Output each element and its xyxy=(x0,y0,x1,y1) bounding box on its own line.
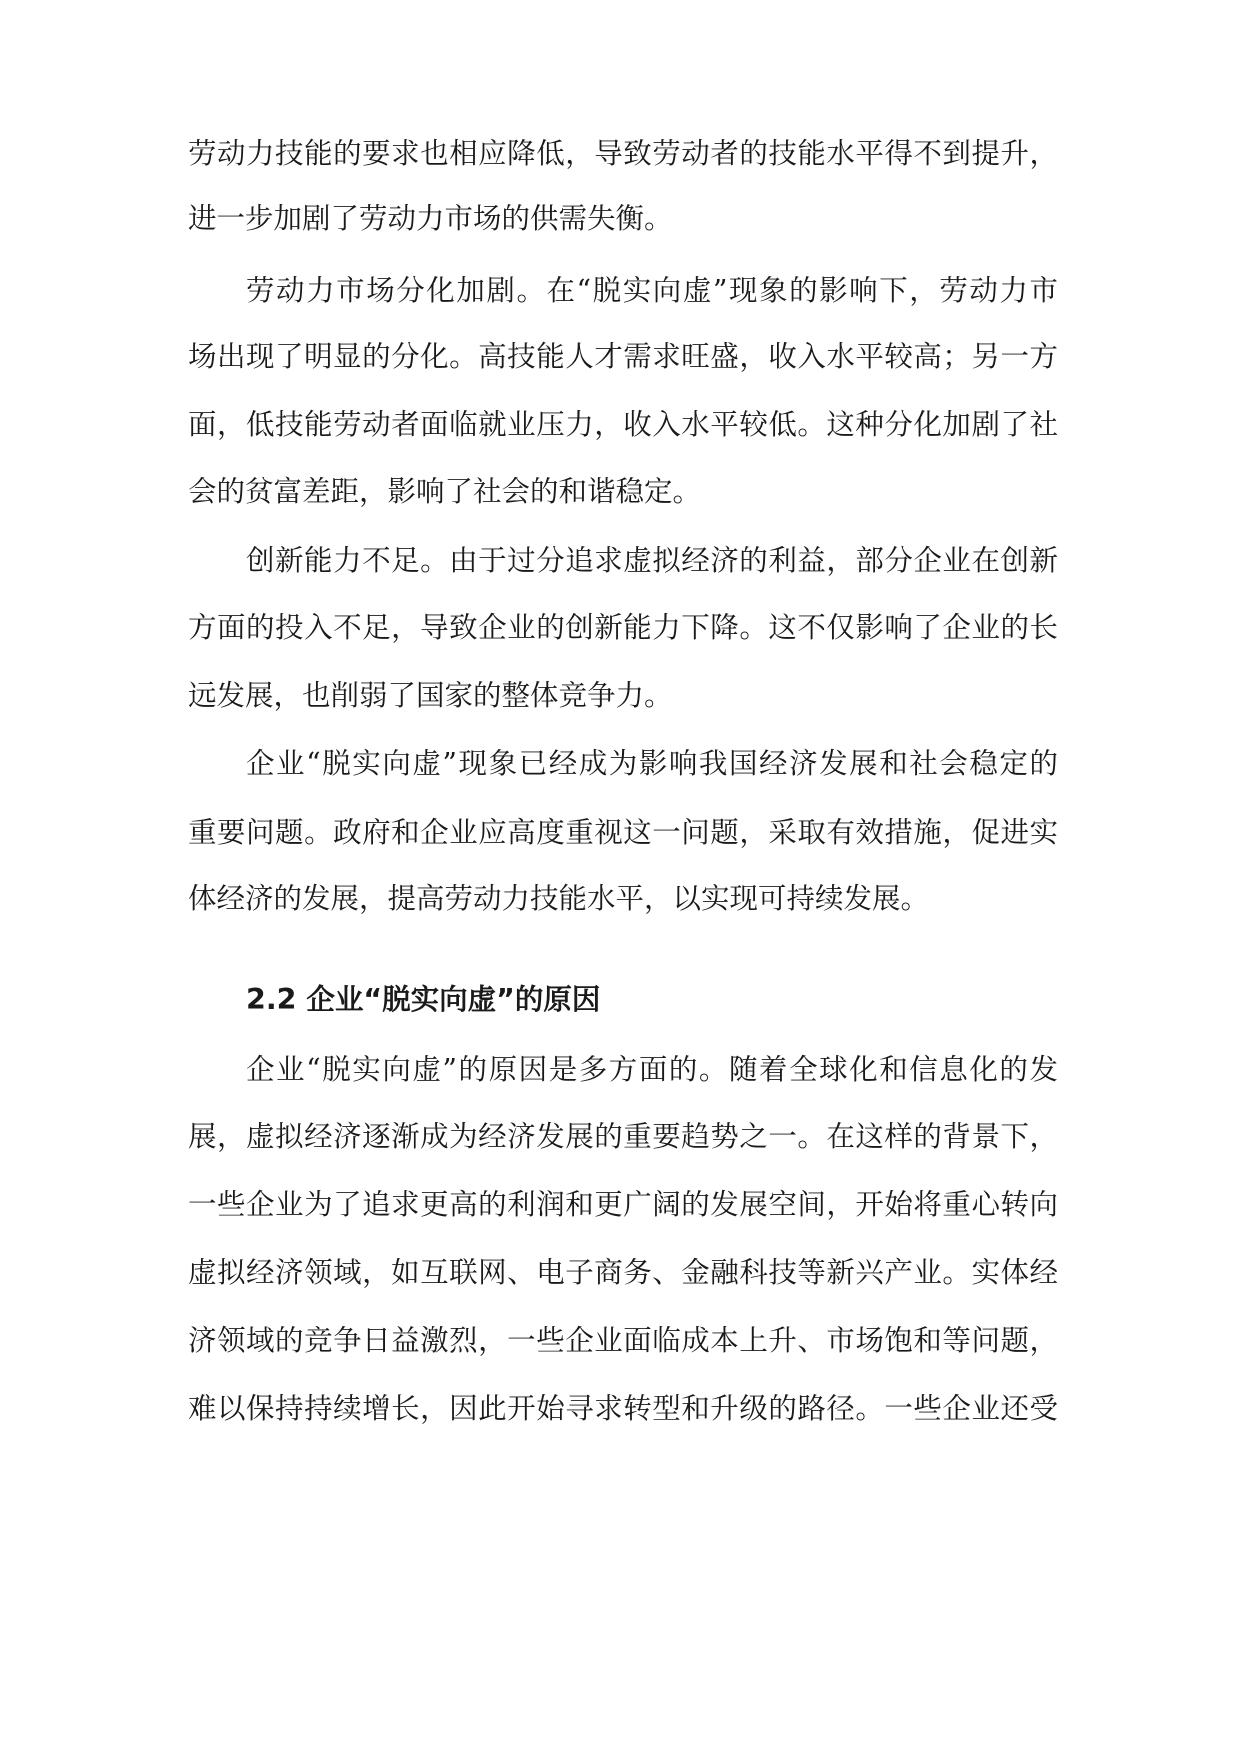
paragraph-line: 企业“脱实向虚”的原因是多方面的。随着全球化和信息化的发 xyxy=(246,1053,1058,1086)
paragraph-line: 场出现了明显的分化。高技能人才需求旺盛，收入水平较高；另一方 xyxy=(188,340,1058,373)
paragraph-line: 创新能力不足。由于过分追求虚拟经济的利益，部分企业在创新 xyxy=(246,544,1058,577)
section-heading: 2.2 企业“脱实向虚”的原因 xyxy=(246,983,601,1016)
paragraph-line: 远发展，也削弱了国家的整体竞争力。 xyxy=(188,679,673,712)
paragraph-line: 劳动力技能的要求也相应降低，导致劳动者的技能水平得不到提升， xyxy=(188,137,1058,170)
paragraph-line: 会的贫富差距，影响了社会的和谐稳定。 xyxy=(188,475,702,508)
paragraph-line: 劳动力市场分化加剧。在“脱实向虚”现象的影响下，劳动力市 xyxy=(246,274,1058,307)
paragraph-line: 体经济的发展，提高劳动力技能水平，以实现可持续发展。 xyxy=(188,882,930,915)
paragraph-line: 一些企业为了追求更高的利润和更广阔的发展空间，开始将重心转向 xyxy=(188,1188,1058,1221)
paragraph-line: 企业“脱实向虚”现象已经成为影响我国经济发展和社会稳定的 xyxy=(246,747,1058,780)
paragraph-line: 展，虚拟经济逐渐成为经济发展的重要趋势之一。在这样的背景下， xyxy=(188,1120,1058,1153)
paragraph-line: 难以保持持续增长，因此开始寻求转型和升级的路径。一些企业还受 xyxy=(188,1392,1058,1425)
paragraph-line: 重要问题。政府和企业应高度重视这一问题，采取有效措施，促进实 xyxy=(188,816,1058,849)
paragraph-line: 济领域的竞争日益激烈，一些企业面临成本上升、市场饱和等问题， xyxy=(188,1324,1058,1357)
paragraph-line: 进一步加剧了劳动力市场的供需失衡。 xyxy=(188,202,673,235)
paragraph-line: 面，低技能劳动者面临就业压力，收入水平较低。这种分化加剧了社 xyxy=(188,408,1058,441)
paragraph-line: 虚拟经济领域，如互联网、电子商务、金融科技等新兴产业。实体经 xyxy=(188,1256,1058,1289)
paragraph-line: 方面的投入不足，导致企业的创新能力下降。这不仅影响了企业的长 xyxy=(188,611,1058,644)
